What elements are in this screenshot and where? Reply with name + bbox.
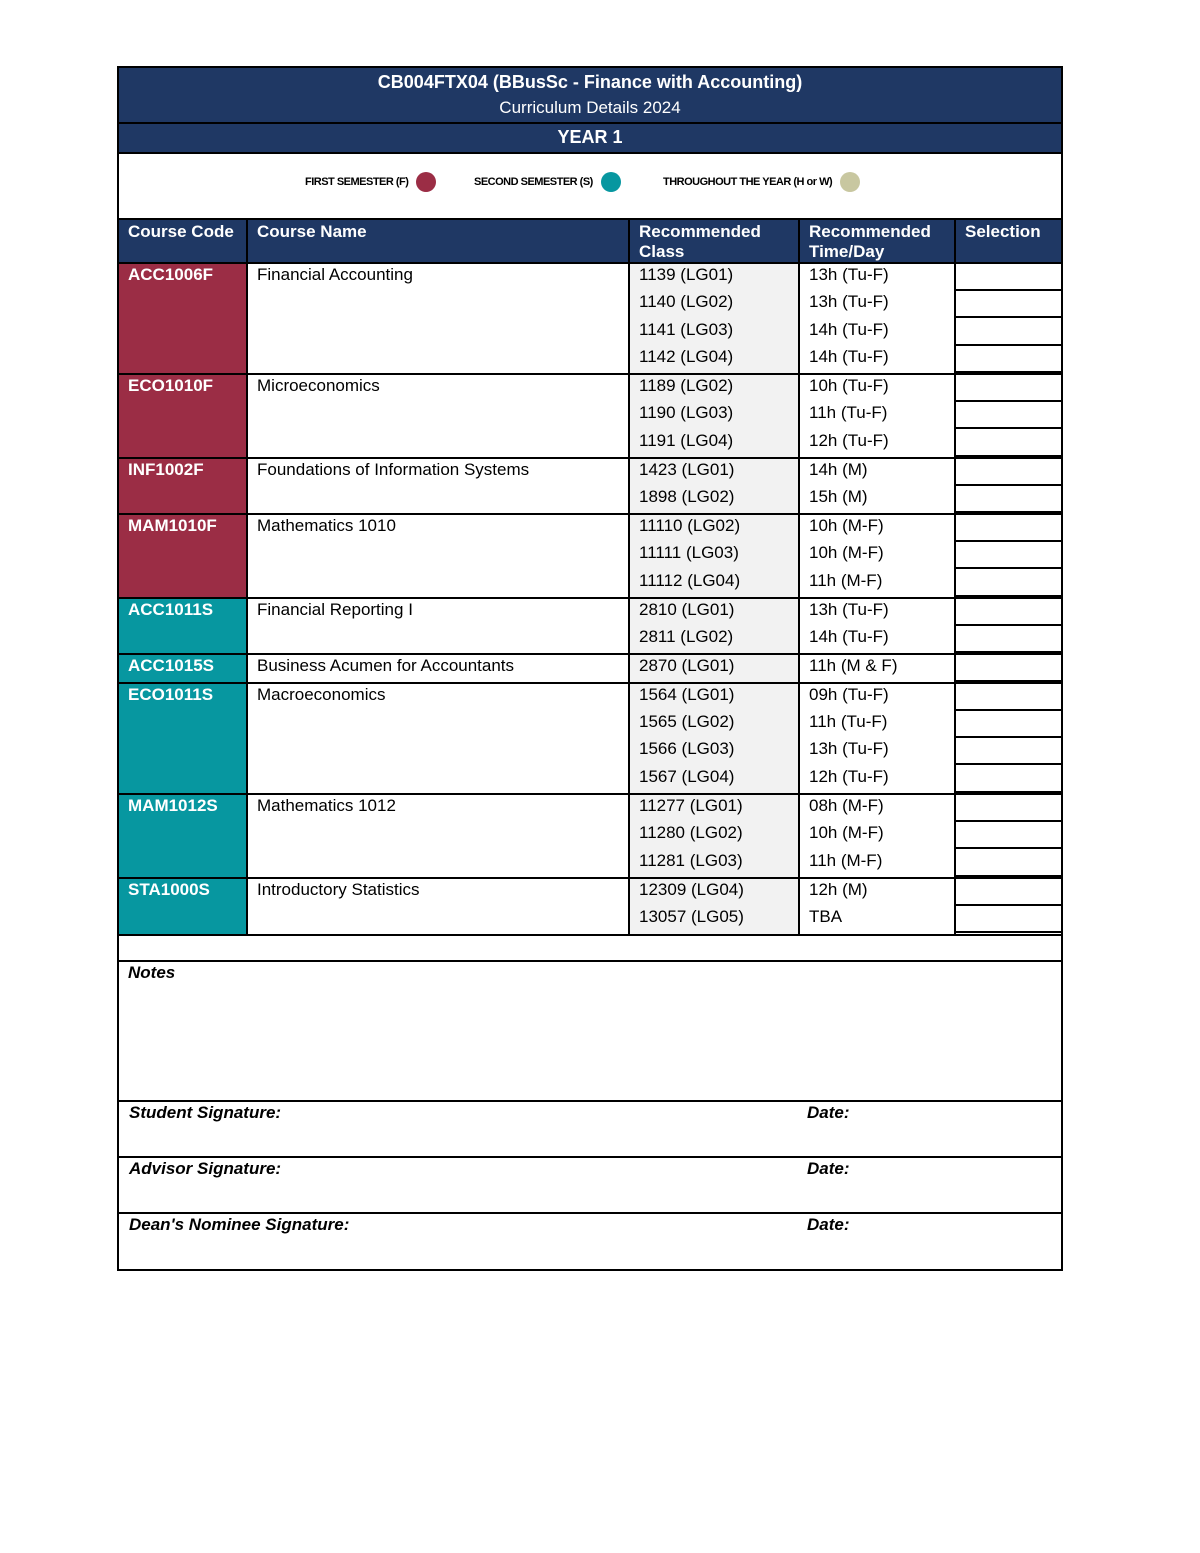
recommended-time: 14h (M) bbox=[799, 458, 955, 486]
recommended-class: 1566 (LG03) bbox=[629, 738, 799, 766]
selection-box[interactable] bbox=[956, 906, 1061, 933]
recommended-time: 11h (Tu-F) bbox=[799, 402, 955, 430]
selection-box[interactable] bbox=[956, 542, 1061, 569]
selection-cell[interactable] bbox=[955, 683, 1061, 711]
recommended-class: 1141 (LG03) bbox=[629, 319, 799, 347]
recommended-time: 13h (Tu-F) bbox=[799, 291, 955, 319]
legend-label: SECOND SEMESTER (S) bbox=[474, 176, 593, 188]
selection-box[interactable] bbox=[956, 684, 1061, 711]
legend-label: FIRST SEMESTER (F) bbox=[305, 176, 409, 188]
course-name: Macroeconomics bbox=[247, 683, 629, 794]
selection-cell[interactable] bbox=[955, 738, 1061, 766]
second-semester-dot-icon bbox=[601, 172, 621, 192]
selection-box[interactable] bbox=[956, 599, 1061, 626]
course-name: Financial Accounting bbox=[247, 263, 629, 374]
course-code: MAM1012S bbox=[119, 794, 247, 878]
first-semester-dot-icon bbox=[416, 172, 436, 192]
legend-second-semester bbox=[474, 172, 621, 192]
course-code: ACC1011S bbox=[119, 598, 247, 654]
selection-box[interactable] bbox=[956, 626, 1061, 653]
course-code: ECO1011S bbox=[119, 683, 247, 794]
header-course-name: Course Name bbox=[247, 220, 629, 263]
recommended-time: 10h (Tu-F) bbox=[799, 374, 955, 402]
recommended-time: 13h (Tu-F) bbox=[799, 263, 955, 291]
selection-cell[interactable] bbox=[955, 570, 1061, 598]
student-date-label: Date: bbox=[807, 1102, 850, 1122]
program-title: CB004FTX04 (BBusSc - Finance with Accounting) bbox=[377, 72, 803, 92]
selection-cell[interactable] bbox=[955, 402, 1061, 430]
legend-throughout-year bbox=[663, 172, 860, 192]
selection-cell[interactable] bbox=[955, 458, 1061, 486]
selection-cell[interactable] bbox=[955, 263, 1061, 291]
advisor-signature-row[interactable] bbox=[119, 1158, 1061, 1214]
recommended-class: 1564 (LG01) bbox=[629, 683, 799, 711]
recommended-class: 1898 (LG02) bbox=[629, 486, 799, 514]
selection-box[interactable] bbox=[956, 738, 1061, 765]
advisor-date-label: Date: bbox=[807, 1158, 850, 1178]
recommended-class: 1189 (LG02) bbox=[629, 374, 799, 402]
selection-box[interactable] bbox=[956, 850, 1061, 877]
header-course-code: Course Code bbox=[119, 220, 247, 263]
student-signature-row[interactable] bbox=[119, 1102, 1061, 1158]
table-row bbox=[119, 794, 1061, 822]
legend-label: THROUGHOUT THE YEAR (H or W) bbox=[663, 176, 833, 188]
selection-box[interactable] bbox=[956, 430, 1061, 457]
recommended-class: 11277 (LG01) bbox=[629, 794, 799, 822]
selection-box[interactable] bbox=[956, 570, 1061, 597]
selection-cell[interactable] bbox=[955, 542, 1061, 570]
recommended-time: 09h (Tu-F) bbox=[799, 683, 955, 711]
course-code: INF1002F bbox=[119, 458, 247, 514]
recommended-time: 14h (Tu-F) bbox=[799, 319, 955, 347]
table-row bbox=[119, 374, 1061, 402]
table-header-row bbox=[119, 220, 1061, 263]
recommended-class: 11111 (LG03) bbox=[629, 542, 799, 570]
title-band bbox=[119, 68, 1061, 124]
selection-cell[interactable] bbox=[955, 711, 1061, 739]
legend-first-semester bbox=[305, 172, 436, 192]
recommended-class: 1567 (LG04) bbox=[629, 766, 799, 794]
table-row bbox=[119, 598, 1061, 626]
recommended-time: 10h (M-F) bbox=[799, 514, 955, 542]
selection-cell[interactable] bbox=[955, 626, 1061, 654]
recommended-time: 11h (M-F) bbox=[799, 570, 955, 598]
recommended-class: 1423 (LG01) bbox=[629, 458, 799, 486]
recommended-class: 2810 (LG01) bbox=[629, 598, 799, 626]
curriculum-subtitle: Curriculum Details 2024 bbox=[499, 98, 681, 117]
selection-cell[interactable] bbox=[955, 514, 1061, 542]
selection-box[interactable] bbox=[956, 346, 1061, 373]
recommended-class: 1139 (LG01) bbox=[629, 263, 799, 291]
recommended-time: 10h (M-F) bbox=[799, 542, 955, 570]
course-name: Financial Reporting I bbox=[247, 598, 629, 654]
semester-legend bbox=[119, 154, 1061, 220]
recommended-time: 11h (M & F) bbox=[799, 654, 955, 683]
selection-box[interactable] bbox=[956, 795, 1061, 822]
recommended-time: 12h (Tu-F) bbox=[799, 430, 955, 458]
course-code: MAM1010F bbox=[119, 514, 247, 598]
recommended-class: 11112 (LG04) bbox=[629, 570, 799, 598]
recommended-time: 08h (M-F) bbox=[799, 794, 955, 822]
selection-cell[interactable] bbox=[955, 654, 1061, 683]
recommended-class: 1565 (LG02) bbox=[629, 711, 799, 739]
recommended-class: 2870 (LG01) bbox=[629, 654, 799, 683]
course-name: Microeconomics bbox=[247, 374, 629, 458]
selection-box[interactable] bbox=[956, 655, 1061, 682]
curriculum-form bbox=[117, 66, 1063, 1271]
selection-cell[interactable] bbox=[955, 374, 1061, 402]
header-recommended-class: Recommended Class bbox=[629, 220, 799, 263]
course-table bbox=[119, 220, 1061, 934]
throughout-year-dot-icon bbox=[840, 172, 860, 192]
selection-cell[interactable] bbox=[955, 766, 1061, 794]
selection-cell[interactable] bbox=[955, 878, 1061, 906]
table-row bbox=[119, 878, 1061, 906]
selection-cell[interactable] bbox=[955, 598, 1061, 626]
selection-cell[interactable] bbox=[955, 906, 1061, 934]
table-spacer-row bbox=[119, 934, 1061, 962]
course-name: Business Acumen for Accountants bbox=[247, 654, 629, 683]
course-code: ACC1015S bbox=[119, 654, 247, 683]
selection-box[interactable] bbox=[956, 711, 1061, 738]
selection-box[interactable] bbox=[956, 375, 1061, 402]
table-row bbox=[119, 263, 1061, 291]
recommended-time: 11h (Tu-F) bbox=[799, 711, 955, 739]
recommended-class: 13057 (LG05) bbox=[629, 906, 799, 934]
course-name: Mathematics 1012 bbox=[247, 794, 629, 878]
selection-cell[interactable] bbox=[955, 822, 1061, 850]
header-recommended-time: Recommended Time/Day bbox=[799, 220, 955, 263]
recommended-class: 2811 (LG02) bbox=[629, 626, 799, 654]
recommended-time: 15h (M) bbox=[799, 486, 955, 514]
recommended-class: 12309 (LG04) bbox=[629, 878, 799, 906]
selection-box[interactable] bbox=[956, 319, 1061, 346]
recommended-time: 13h (Tu-F) bbox=[799, 738, 955, 766]
course-name: Mathematics 1010 bbox=[247, 514, 629, 598]
selection-box[interactable] bbox=[956, 264, 1061, 291]
selection-box[interactable] bbox=[956, 486, 1061, 513]
recommended-time: 10h (M-F) bbox=[799, 822, 955, 850]
selection-box[interactable] bbox=[956, 766, 1061, 793]
dean-signature-row[interactable] bbox=[119, 1214, 1061, 1269]
selection-box[interactable] bbox=[956, 291, 1061, 318]
selection-cell[interactable] bbox=[955, 794, 1061, 822]
selection-cell[interactable] bbox=[955, 430, 1061, 458]
selection-cell[interactable] bbox=[955, 850, 1061, 878]
table-row bbox=[119, 514, 1061, 542]
recommended-time: 14h (Tu-F) bbox=[799, 626, 955, 654]
recommended-time: 11h (M-F) bbox=[799, 850, 955, 878]
course-code: STA1000S bbox=[119, 878, 247, 934]
header-selection: Selection bbox=[955, 220, 1061, 263]
advisor-signature-label: Advisor Signature: bbox=[129, 1158, 282, 1178]
recommended-class: 1191 (LG04) bbox=[629, 430, 799, 458]
table-row bbox=[119, 683, 1061, 711]
notes-box[interactable] bbox=[119, 962, 1061, 1102]
recommended-time: 14h (Tu-F) bbox=[799, 346, 955, 374]
recommended-class: 1190 (LG03) bbox=[629, 402, 799, 430]
selection-box[interactable] bbox=[956, 879, 1061, 906]
recommended-time: 12h (M) bbox=[799, 878, 955, 906]
student-signature-label: Student Signature: bbox=[129, 1102, 282, 1122]
selection-cell[interactable] bbox=[955, 291, 1061, 319]
notes-label: Notes bbox=[128, 962, 176, 982]
selection-box[interactable] bbox=[956, 402, 1061, 429]
table-row bbox=[119, 458, 1061, 486]
recommended-class: 11110 (LG02) bbox=[629, 514, 799, 542]
selection-cell[interactable] bbox=[955, 486, 1061, 514]
table-row bbox=[119, 654, 1061, 683]
selection-box[interactable] bbox=[956, 822, 1061, 849]
selection-box[interactable] bbox=[956, 515, 1061, 542]
course-name: Introductory Statistics bbox=[247, 878, 629, 934]
selection-cell[interactable] bbox=[955, 319, 1061, 347]
course-name: Foundations of Information Systems bbox=[247, 458, 629, 514]
selection-cell[interactable] bbox=[955, 346, 1061, 374]
year-label: YEAR 1 bbox=[119, 124, 1061, 154]
selection-box[interactable] bbox=[956, 459, 1061, 486]
recommended-class: 1140 (LG02) bbox=[629, 291, 799, 319]
course-table-body bbox=[119, 263, 1061, 934]
recommended-time: TBA bbox=[799, 906, 955, 934]
dean-signature-label: Dean's Nominee Signature: bbox=[129, 1214, 350, 1234]
recommended-class: 11280 (LG02) bbox=[629, 822, 799, 850]
dean-date-label: Date: bbox=[807, 1214, 850, 1234]
course-code: ACC1006F bbox=[119, 263, 247, 374]
recommended-class: 1142 (LG04) bbox=[629, 346, 799, 374]
recommended-class: 11281 (LG03) bbox=[629, 850, 799, 878]
recommended-time: 13h (Tu-F) bbox=[799, 598, 955, 626]
recommended-time: 12h (Tu-F) bbox=[799, 766, 955, 794]
course-code: ECO1010F bbox=[119, 374, 247, 458]
